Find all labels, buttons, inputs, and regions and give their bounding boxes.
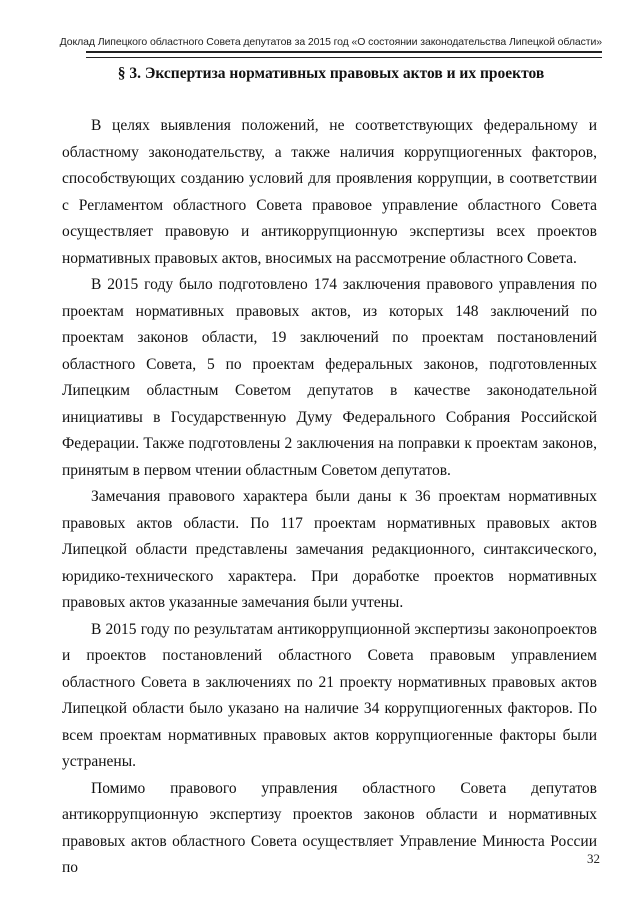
paragraph-4: В 2015 году по результатам антикоррупционной экспертизы законопроектов и проектов постановлений областного Совета правовым управлением областного Совета в заключениях по 21 проекту нормативных правовых актов Липецкой области было указано на наличие 34 коррупциогенных факторов. По всем проектам нормативных правовых актов коррупциогенные факторы были устранены. [62,620,597,770]
paragraph-5: Помимо правового управления областного Совета депутатов антикоррупционную экспертизу проектов законов области и нормативных правовых актов областного Совета осуществляет Управление Минюста России по [62,779,597,876]
header-divider [86,51,602,58]
document-body [62,113,597,882]
paragraph-3: Замечания правового характера были даны к 36 проектам нормативных правовых актов области. По 117 проектам нормативных правовых актов Липецкой области представлены замечания редакционного, синтаксического, юридико-технического характера. При доработке проектов нормативных правовых актов указанные замечания были учтены. [62,488,597,611]
page-number: 32 [587,851,600,866]
running-header: Доклад Липецкого областного Совета депутатов за 2015 год «О состоянии законодательства Липецкой области» [59,36,602,48]
paragraph-1: В целях выявления положений, не соответствующих федеральному и областному законодательству, а также наличия коррупциогенных факторов, способствующих созданию условий для проявления коррупции, в соответствии с Регламентом областного Совета правовое управление областного Совета осуществляет правовую и антикоррупционную экспертизы всех проектов нормативных правовых актов, вносимых на рассмотрение областного Совета. [62,117,597,267]
section-title: § 3. Экспертиза нормативных правовых актов и их проектов [117,65,545,82]
paragraph-2: В 2015 году было подготовлено 174 заключения правового управления по проектам нормативных правовых актов, из которых 148 заключений по проектам законов области, 19 заключений по проектам постановлений областного Совета, 5 по проектам федеральных законов, подготовленных Липецким областным Советом депутатов в качестве законодательной инициативы в Государственную Думу Федерального Собрания Российской Федерации. Также подготовлены 2 заключения на поправки к проектам законов, принятым в первом чтении областным Советом депутатов. [62,276,597,479]
